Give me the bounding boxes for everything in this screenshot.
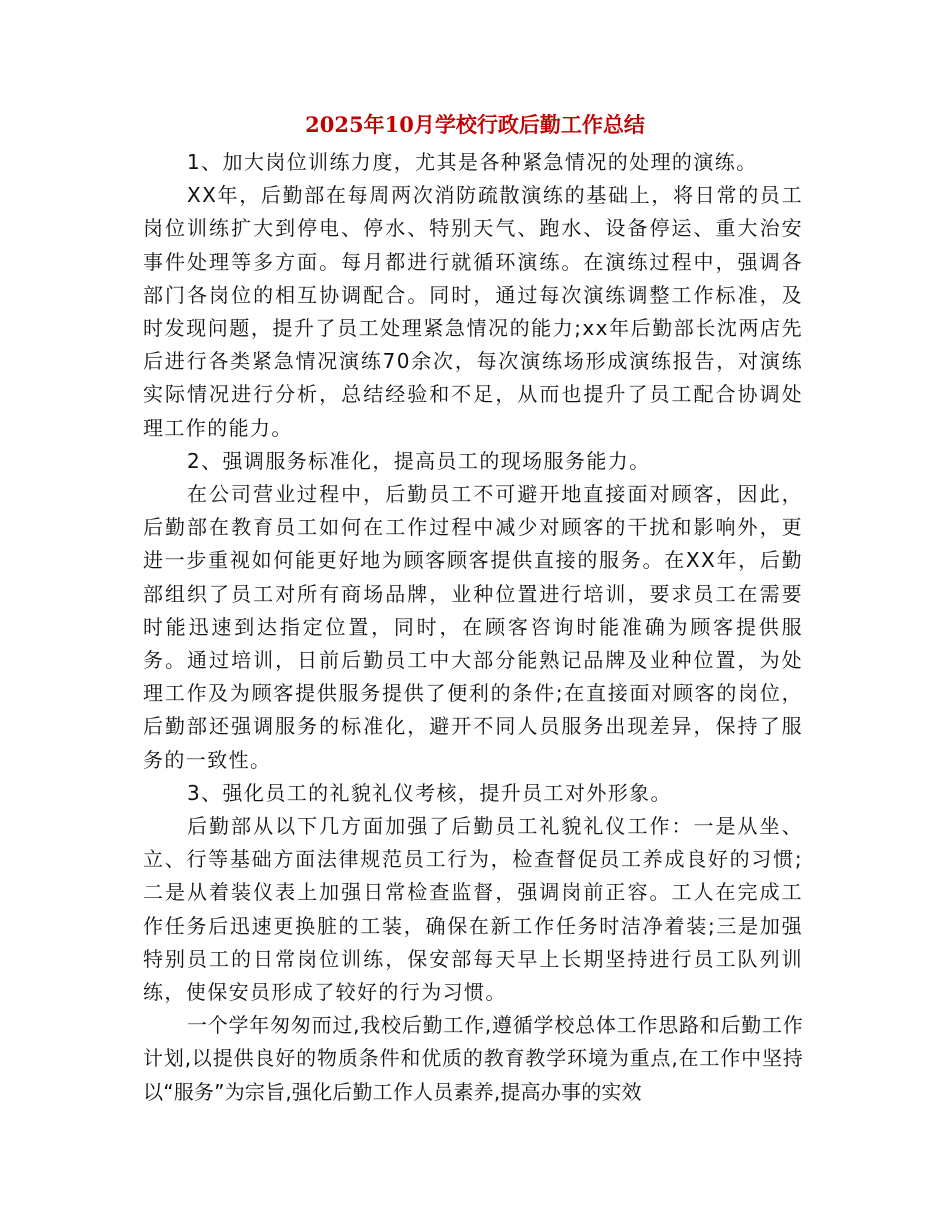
paragraph-drill-details: XX年，后勤部在每周两次消防疏散演练的基础上，将日常的员工岗位训练扩大到停电、停水、特别天气、跑水、设备停运、重大治安事件处理等多方面。每月都进行就循环演练。在演练过程中，强调各部门各岗位的相互协调配合。同时，通过每次演练调整工作标准，及时发现问题，提升了员工处理紧急情况的能力;xx年后勤部长沈两店先后进行各类紧急情况演练70余次，每次演练场形成演练报告，对演练实际情况进行分析，总结经验和不足，从而也提升了员工配合协调处理工作的能力。 bbox=[143, 183, 803, 440]
paragraph-heading-1: 1、加大岗位训练力度，尤其是各种紧急情况的处理的演练。 bbox=[187, 150, 758, 174]
document-body bbox=[143, 146, 803, 1109]
paragraph-school-year-summary: 一个学年匆匆而过,我校后勤工作,遵循学校总体工作思路和后勤工作计划,以提供良好的物质条件和优质的教育教学环境为重点,在工作中坚持以“服务”为宗旨,强化后勤工作人员素养,提高办事的实效 bbox=[143, 1013, 803, 1104]
paragraph-heading-2: 2、强调服务标准化，提高员工的现场服务能力。 bbox=[187, 448, 651, 473]
paragraph-etiquette-details: 后勤部从以下几方面加强了后勤员工礼貌礼仪工作：一是从坐、立、行等基础方面法律规范员工行为，检查督促员工养成良好的习惯;二是从着装仪表上加强日常检查监督，强调岗前正容。工人在完成工作任务后迅速更换脏的工装，确保在新工作任务时洁净着装;三是加强特别员工的日常岗位训练，保安部每天早上长期坚持进行员工队列训练，使保安员形成了较好的行为习惯。 bbox=[143, 814, 803, 1005]
document-title: 2025年10月学校行政后勤工作总结 bbox=[305, 112, 645, 137]
paragraph-service-details: 在公司营业过程中，后勤员工不可避开地直接面对顾客，因此，后勤部在教育员工如何在工作过程中减少对顾客的干扰和影响外，更进一步重视如何能更好地为顾客顾客提供直接的服务。在XX年，后勤部组织了员工对所有商场品牌，业种位置进行培训，要求员工在需要时能迅速到达指定位置，同时，在顾客咨询时能准确为顾客提供服务。通过培训，日前后勤员工中大部分能熟记品牌及业种位置，为处理工作及为顾客提供服务提供了便利的条件;在直接面对顾客的岗位，后勤部还强调服务的标准化，避开不同人员服务出现差异，保持了服务的一致性。 bbox=[143, 482, 803, 772]
paragraph-heading-3: 3、强化员工的礼貌礼仪考核，提升员工对外形象。 bbox=[187, 780, 672, 805]
